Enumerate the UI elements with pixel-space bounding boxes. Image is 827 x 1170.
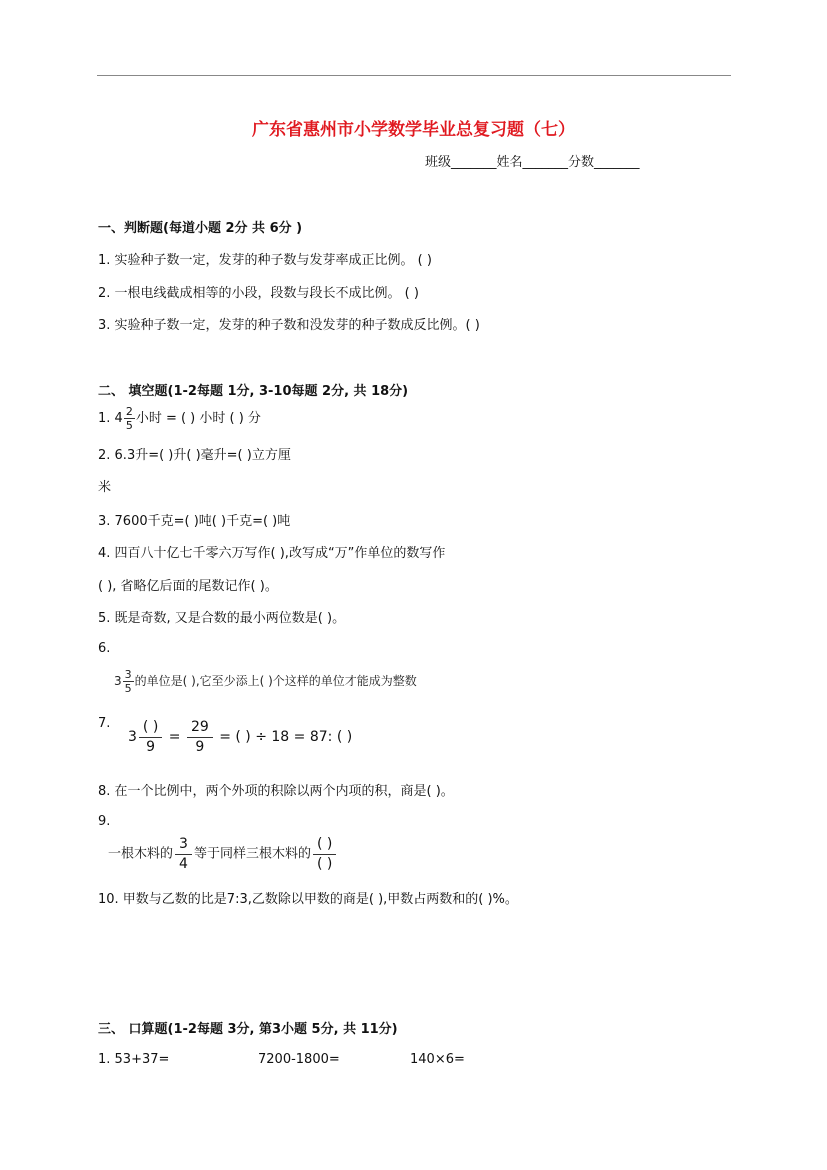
q7-frac1-numerator: ( ) xyxy=(139,720,162,738)
s1-question-1: 1. 实验种子数一定，发芽的种子数与发芽率成正比例。 ( ) xyxy=(98,253,432,268)
s2-question-6-label: 6. xyxy=(98,641,111,656)
q1-frac-denominator: 5 xyxy=(125,419,133,432)
q1-suffix: 小时 = ( ) 小时 ( ) 分 xyxy=(135,411,261,426)
student-info-line: 班级_______姓名_______分数_______ xyxy=(425,155,640,170)
q7-fraction-1 xyxy=(139,720,162,754)
s1-question-2: 2. 一根电线截成相等的小段，段数与段长不成比例。 ( ) xyxy=(98,286,419,301)
q7-frac2-denominator: 9 xyxy=(195,738,205,755)
s2-question-9 xyxy=(108,837,338,871)
s2-question-7-label: 7. xyxy=(98,716,111,731)
q7-frac2-numerator: 29 xyxy=(187,720,213,738)
s2-question-2-line2: 米 xyxy=(98,480,112,495)
q9-text-2: 等于同样三根木料的 xyxy=(193,846,311,862)
s2-question-6 xyxy=(114,669,417,694)
q9-frac2-numerator: ( ) xyxy=(313,837,336,855)
s2-question-3: 3. 7600千克=( )吨( )千克=( )吨 xyxy=(98,514,291,529)
s2-question-5: 5. 既是奇数, 又是合数的最小两位数是( )。 xyxy=(98,611,346,626)
q7-fraction-2 xyxy=(187,720,213,754)
s2-question-10: 10. 甲数与乙数的比是7:3,乙数除以甲数的商是( ),甲数占两数和的( )%。 xyxy=(98,892,518,907)
q7-rest: = ( ) ÷ 18 = 87: ( ) xyxy=(219,729,353,746)
section2-heading: 二、 填空题(1-2每题 1分, 3-10每题 2分, 共 18分) xyxy=(98,384,409,399)
q6-fraction xyxy=(123,669,134,694)
q7-whole: 3 xyxy=(128,729,137,746)
q6-whole: 3 xyxy=(114,674,122,688)
s2-question-9-label: 9. xyxy=(98,814,111,829)
s2-question-8: 8. 在一个比例中，两个外项的积除以两个内项的积，商是( )。 xyxy=(98,784,454,799)
s2-question-4-line2: ( ), 省略亿后面的尾数记作( )。 xyxy=(98,579,278,594)
section3-heading: 三、 口算题(1-2每题 3分, 第3小题 5分, 共 11分) xyxy=(98,1022,398,1037)
s2-question-2-line1: 2. 6.3升=( )升( )毫升=( )立方厘 xyxy=(98,448,291,463)
q9-frac1-numerator: 3 xyxy=(175,837,192,855)
q1-fraction xyxy=(124,406,135,431)
s3-question-1-a: 1. 53+37= xyxy=(98,1052,170,1067)
q1-frac-numerator: 2 xyxy=(125,405,133,418)
s3-question-1-b: 7200-1800= xyxy=(258,1052,340,1067)
q9-frac1-denominator: 4 xyxy=(179,855,188,872)
q9-fraction-1 xyxy=(175,837,192,871)
q9-text-1: 一根木料的 xyxy=(108,846,174,862)
top-rule xyxy=(97,75,731,76)
q1-prefix: 1. 4 xyxy=(98,411,123,426)
s1-question-3: 3. 实验种子数一定，发芽的种子数和没发芽的种子数成反比例。( ) xyxy=(98,318,480,333)
page-title: 广东省惠州市小学数学毕业总复习题（七） xyxy=(252,120,575,140)
q9-fraction-2 xyxy=(313,837,336,871)
s2-question-4-line1: 4. 四百八十亿七千零六万写作( ),改写成“万”作单位的数写作 xyxy=(98,546,446,561)
q7-frac1-denominator: 9 xyxy=(146,738,156,755)
q6-frac-denominator: 5 xyxy=(124,682,132,695)
s3-question-1-c: 140×6= xyxy=(410,1052,465,1067)
q7-equals: = xyxy=(168,729,181,746)
s2-question-7 xyxy=(128,720,352,754)
section1-heading: 一、判断题(每道小题 2分 共 6分 ) xyxy=(98,221,303,236)
q6-frac-numerator: 3 xyxy=(124,668,132,681)
q9-frac2-denominator: ( ) xyxy=(316,855,333,872)
q6-text: 的单位是( ),它至少添上( )个这样的单位才能成为整数 xyxy=(134,674,417,688)
s2-question-1 xyxy=(98,406,261,431)
